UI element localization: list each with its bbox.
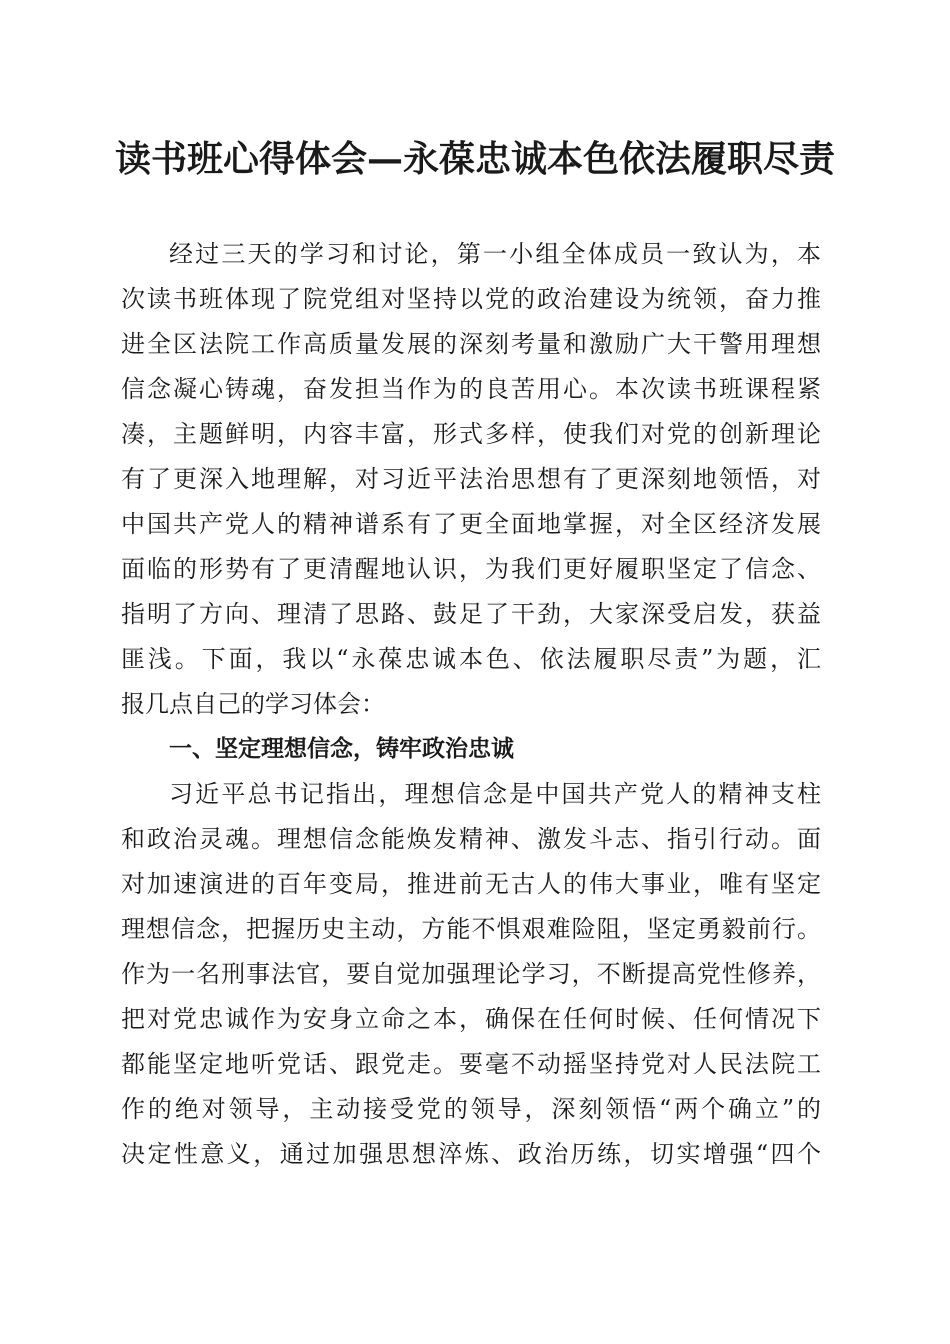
document-body bbox=[121, 232, 821, 1177]
text-line: 报几点自己的学习体会： bbox=[121, 690, 385, 718]
text-line: 信念凝心铸魂，奋发担当作为的良苦用心。本次读书班课程紧 bbox=[121, 375, 821, 403]
section-heading-1: 一、坚定理想信念，铸牢政治忠诚 bbox=[169, 736, 514, 762]
text-line: 都能坚定地听党话、跟党走。要毫不动摇坚持党对人民法院工 bbox=[121, 1050, 821, 1078]
text-line: 习近平总书记指出，理想信念是中国共产党人的精神支柱 bbox=[169, 780, 821, 808]
text-line: 把对党忠诚作为安身立命之本，确保在任何时候、任何情况下 bbox=[121, 1005, 821, 1033]
text-line: 作为一名刑事法官，要自觉加强理论学习，不断提高党性修养， bbox=[121, 960, 821, 988]
text-line: 有了更深入地理解，对习近平法治思想有了更深刻地领悟，对 bbox=[121, 465, 821, 493]
text-line: 次读书班体现了院党组对坚持以党的政治建设为统领，奋力推 bbox=[121, 285, 821, 313]
text-line: 面临的形势有了更清醒地认识，为我们更好履职坚定了信念、 bbox=[121, 555, 821, 583]
paragraph-intro bbox=[121, 232, 821, 727]
text-line: 指明了方向、理清了思路、鼓足了干劲，大家深受启发，获益 bbox=[121, 600, 821, 628]
text-line: 对加速演进的百年变局，推进前无古人的伟大事业，唯有坚定 bbox=[121, 870, 821, 898]
paragraph-section-1 bbox=[121, 772, 821, 1177]
text-line: 决定性意义，通过加强思想淬炼、政治历练，切实增强“四个 bbox=[121, 1140, 821, 1168]
text-line: 作的绝对领导，主动接受党的领导，深刻领悟“两个确立”的 bbox=[121, 1095, 821, 1123]
text-line: 经过三天的学习和讨论，第一小组全体成员一致认为，本 bbox=[169, 240, 821, 268]
document-title: 读书班心得体会—永葆忠诚本色依法履职尽责 bbox=[114, 138, 835, 180]
text-line: 匪浅。下面，我以“永葆忠诚本色、依法履职尽责”为题，汇 bbox=[121, 645, 821, 673]
text-line: 理想信念，把握历史主动，方能不惧艰难险阻，坚定勇毅前行。 bbox=[121, 915, 821, 943]
text-line: 进全区法院工作高质量发展的深刻考量和激励广大干警用理想 bbox=[121, 330, 821, 358]
text-line: 中国共产党人的精神谱系有了更全面地掌握，对全区经济发展 bbox=[121, 510, 821, 538]
text-line: 凑，主题鲜明，内容丰富，形式多样，使我们对党的创新理论 bbox=[121, 420, 821, 448]
text-line: 和政治灵魂。理想信念能焕发精神、激发斗志、指引行动。面 bbox=[121, 825, 821, 853]
